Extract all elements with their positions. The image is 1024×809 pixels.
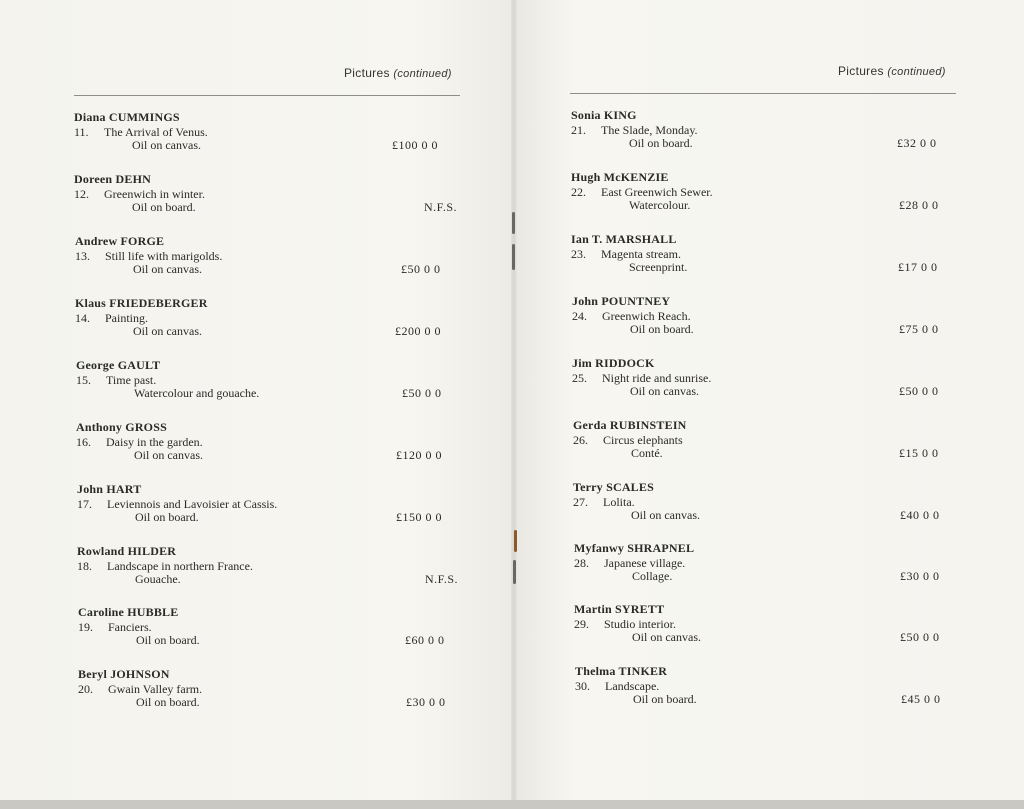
work-price: £32 0 0 bbox=[897, 136, 937, 150]
header-label: Pictures bbox=[838, 64, 884, 78]
artist-name: Ian T. MARSHALL bbox=[571, 232, 677, 246]
catalogue-entry bbox=[575, 664, 975, 710]
catalogue-entry bbox=[76, 358, 476, 404]
work-medium: Oil on board. bbox=[633, 692, 697, 706]
catalogue-entry bbox=[571, 108, 971, 154]
work-price: £150 0 0 bbox=[396, 510, 442, 524]
page-bottom-edge bbox=[0, 800, 1024, 809]
work-title: Gwain Valley farm. bbox=[108, 682, 203, 696]
artist-name: Sonia KING bbox=[571, 108, 637, 122]
work-medium: Oil on canvas. bbox=[630, 384, 699, 398]
work-price: £75 0 0 bbox=[899, 322, 939, 336]
work-price: £30 0 0 bbox=[900, 569, 940, 583]
staple-top-upper bbox=[512, 212, 515, 234]
artist-name: Rowland HILDER bbox=[77, 544, 177, 558]
catalogue-entry bbox=[573, 480, 973, 526]
entry-number: 11. bbox=[74, 125, 89, 139]
staple-bottom-upper bbox=[514, 530, 517, 552]
staple-bottom-lower bbox=[513, 560, 516, 584]
artist-name: Thelma TINKER bbox=[575, 664, 668, 678]
entry-number: 17. bbox=[77, 497, 92, 511]
work-title: The Slade, Monday. bbox=[601, 123, 698, 137]
work-price: £50 0 0 bbox=[402, 386, 442, 400]
right-page-header bbox=[838, 64, 946, 78]
artist-name: Gerda RUBINSTEIN bbox=[573, 418, 687, 432]
work-title: Painting. bbox=[105, 311, 149, 325]
catalogue-entry bbox=[74, 110, 474, 156]
work-medium: Collage. bbox=[632, 569, 673, 583]
work-title: The Arrival of Venus. bbox=[104, 125, 208, 139]
work-price: £17 0 0 bbox=[898, 260, 938, 274]
work-title: Magenta stream. bbox=[601, 247, 681, 261]
artist-name: Anthony GROSS bbox=[76, 420, 167, 434]
header-label: Pictures bbox=[344, 66, 390, 80]
work-title: Studio interior. bbox=[604, 617, 676, 631]
work-medium: Oil on board. bbox=[136, 633, 200, 647]
catalogue-entry bbox=[572, 294, 972, 340]
artist-name: Andrew FORGE bbox=[75, 234, 165, 248]
catalogue-entry bbox=[75, 296, 475, 342]
entry-number: 14. bbox=[75, 311, 90, 325]
work-title: Landscape. bbox=[605, 679, 660, 693]
artist-name: George GAULT bbox=[76, 358, 161, 372]
work-medium: Oil on canvas. bbox=[134, 448, 203, 462]
work-title: Greenwich in winter. bbox=[104, 187, 205, 201]
entry-number: 15. bbox=[76, 373, 91, 387]
catalogue-entry bbox=[574, 602, 974, 648]
catalogue-entry bbox=[77, 482, 477, 528]
work-title: Lolita. bbox=[603, 495, 635, 509]
artist-name: Diana CUMMINGS bbox=[74, 110, 180, 124]
work-title: East Greenwich Sewer. bbox=[601, 185, 713, 199]
entry-number: 26. bbox=[573, 433, 588, 447]
artist-name: John POUNTNEY bbox=[572, 294, 671, 308]
work-title: Circus elephants bbox=[603, 433, 683, 447]
artist-name: Jim RIDDOCK bbox=[572, 356, 655, 370]
entry-number: 29. bbox=[574, 617, 589, 631]
work-medium: Oil on canvas. bbox=[632, 630, 701, 644]
artist-name: Martin SYRETT bbox=[574, 602, 665, 616]
work-medium: Oil on canvas. bbox=[132, 138, 201, 152]
artist-name: Myfanwy SHRAPNEL bbox=[574, 541, 695, 555]
catalogue-entry bbox=[571, 232, 971, 278]
entry-number: 24. bbox=[572, 309, 587, 323]
work-title: Time past. bbox=[106, 373, 157, 387]
work-price: £30 0 0 bbox=[406, 695, 446, 709]
artist-name: John HART bbox=[77, 482, 142, 496]
entry-number: 19. bbox=[78, 620, 93, 634]
work-price: £200 0 0 bbox=[395, 324, 441, 338]
binding-gutter bbox=[511, 0, 517, 809]
entry-number: 21. bbox=[571, 123, 586, 137]
entry-number: 27. bbox=[573, 495, 588, 509]
work-medium: Oil on board. bbox=[135, 510, 199, 524]
work-price: £45 0 0 bbox=[901, 692, 941, 706]
work-price: N.F.S. bbox=[425, 572, 459, 586]
work-title: Greenwich Reach. bbox=[602, 309, 691, 323]
work-medium: Oil on board. bbox=[136, 695, 200, 709]
work-medium: Watercolour. bbox=[629, 198, 691, 212]
artist-name: Caroline HUBBLE bbox=[78, 605, 179, 619]
header-continued: (continued) bbox=[393, 68, 452, 80]
catalogue-entry bbox=[571, 170, 971, 216]
entry-number: 16. bbox=[76, 435, 91, 449]
catalogue-entry bbox=[78, 667, 478, 713]
work-medium: Conté. bbox=[631, 446, 663, 460]
left-page-header bbox=[344, 66, 452, 80]
entry-number: 13. bbox=[75, 249, 90, 263]
catalogue-entry bbox=[76, 420, 476, 466]
artist-name: Terry SCALES bbox=[573, 480, 654, 494]
work-medium: Oil on board. bbox=[630, 322, 694, 336]
staple-top-lower bbox=[512, 244, 515, 270]
work-title: Japanese village. bbox=[604, 556, 686, 570]
work-medium: Screenprint. bbox=[629, 260, 688, 274]
work-medium: Oil on canvas. bbox=[631, 508, 700, 522]
artist-name: Beryl JOHNSON bbox=[78, 667, 170, 681]
work-medium: Oil on canvas. bbox=[133, 324, 202, 338]
entry-number: 28. bbox=[574, 556, 589, 570]
entry-number: 25. bbox=[572, 371, 587, 385]
work-medium: Oil on canvas. bbox=[133, 262, 202, 276]
catalogue-entry bbox=[75, 234, 475, 280]
catalogue-entry bbox=[78, 605, 478, 651]
work-price: £50 0 0 bbox=[401, 262, 441, 276]
work-price: N.F.S. bbox=[424, 200, 458, 214]
entry-number: 23. bbox=[571, 247, 586, 261]
work-medium: Gouache. bbox=[135, 572, 181, 586]
artist-name: Klaus FRIEDEBERGER bbox=[75, 296, 208, 310]
entry-number: 18. bbox=[77, 559, 92, 573]
entry-number: 22. bbox=[571, 185, 586, 199]
work-price: £120 0 0 bbox=[396, 448, 442, 462]
right-header-rule bbox=[570, 93, 956, 94]
work-price: £60 0 0 bbox=[405, 633, 445, 647]
header-continued: (continued) bbox=[887, 66, 946, 78]
work-title: Daisy in the garden. bbox=[106, 435, 203, 449]
work-price: £15 0 0 bbox=[899, 446, 939, 460]
catalogue-entry bbox=[572, 356, 972, 402]
work-price: £50 0 0 bbox=[900, 630, 940, 644]
catalogue-entry bbox=[77, 544, 477, 590]
work-price: £50 0 0 bbox=[899, 384, 939, 398]
entry-number: 30. bbox=[575, 679, 590, 693]
catalogue-entry bbox=[74, 172, 474, 218]
left-header-rule bbox=[74, 95, 460, 96]
entry-number: 12. bbox=[74, 187, 89, 201]
work-title: Leviennois and Lavoisier at Cassis. bbox=[107, 497, 278, 511]
work-medium: Watercolour and gouache. bbox=[134, 386, 260, 400]
work-title: Landscape in northern France. bbox=[107, 559, 253, 573]
work-medium: Oil on board. bbox=[132, 200, 196, 214]
work-title: Still life with marigolds. bbox=[105, 249, 223, 263]
work-price: £40 0 0 bbox=[900, 508, 940, 522]
work-medium: Oil on board. bbox=[629, 136, 693, 150]
catalogue-entry bbox=[573, 418, 973, 464]
work-price: £100 0 0 bbox=[392, 138, 438, 152]
artist-name: Doreen DEHN bbox=[74, 172, 151, 186]
work-price: £28 0 0 bbox=[899, 198, 939, 212]
catalogue-entry bbox=[574, 541, 974, 587]
artist-name: Hugh McKENZIE bbox=[571, 170, 669, 184]
entry-number: 20. bbox=[78, 682, 93, 696]
work-title: Fanciers. bbox=[108, 620, 152, 634]
work-title: Night ride and sunrise. bbox=[602, 371, 712, 385]
